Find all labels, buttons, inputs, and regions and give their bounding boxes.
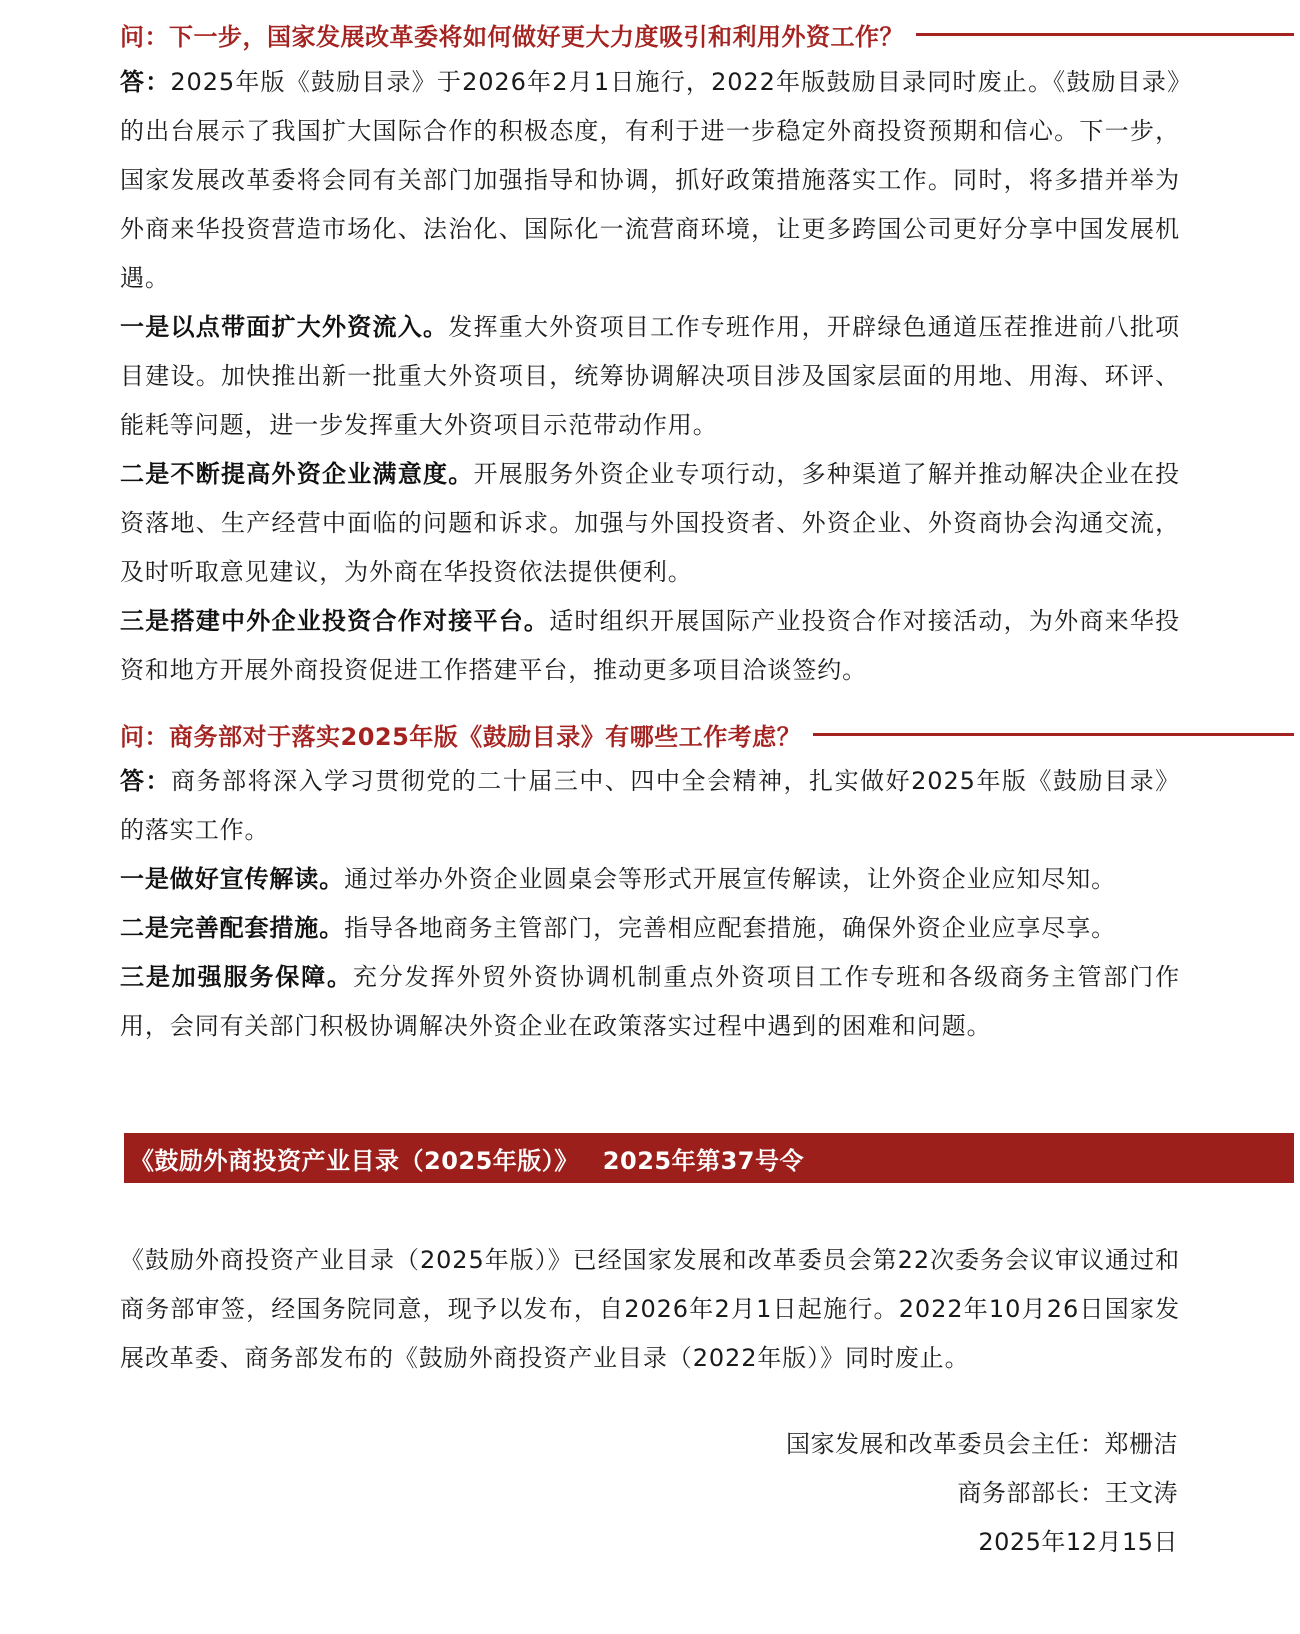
banner-order-number: 2025年第37号令 <box>602 1146 804 1175</box>
answer-label: 答： <box>120 767 172 795</box>
signature-date: 2025年12月15日 <box>978 1528 1178 1556</box>
point-paragraph <box>120 904 1180 953</box>
answer-paragraph <box>120 757 1180 855</box>
signature-ndrc: 国家发展和改革委员会主任：郑栅洁 <box>786 1430 1178 1458</box>
heading-rule <box>916 33 1294 36</box>
point-heading: 二是完善配套措施。 <box>120 914 345 942</box>
answer-text: 2025年版《鼓励目录》于2026年2月1日施行，2022年版鼓励目录同时废止。《鼓励目录》的出台展示了我国扩大国际合作的积极态度，有利于进一步稳定外商投资预期和信心。下一步，国家发展改革委将会同有关部门加强指导和协调，抓好政策措施落实工作。同时，将多措并举为外商来华投资营造市场化、法治化、国际化一流营商环境，让更多跨国公司更好分享中国发展机遇。 <box>120 68 1180 292</box>
point-paragraph <box>120 855 1180 904</box>
answer-block-2 <box>120 757 1180 1051</box>
answer-paragraph <box>120 58 1180 303</box>
point-paragraph <box>120 303 1180 450</box>
answer-block-1 <box>120 58 1180 695</box>
point-text: 指导各地商务主管部门，完善相应配套措施，确保外资企业应享尽享。 <box>344 914 1117 942</box>
banner-title: 《鼓励外商投资产业目录（2025年版）》 <box>130 1146 579 1175</box>
question-text: 问：商务部对于落实2025年版《鼓励目录》有哪些工作考虑？ <box>120 722 802 751</box>
point-text: 充分发挥外贸外资协调机制重点外资项目工作专班和各级商务主管部门作用，会同有关部门积极协调解决外资企业在政策落实过程中遇到的困难和问题。 <box>120 963 1180 1040</box>
point-heading: 三是加强服务保障。 <box>120 963 353 991</box>
point-text: 发挥重大外资项目工作专班作用，开辟绿色通道压茬推进前八批项目建设。加快推出新一批重大外资项目，统筹协调解决项目涉及国家层面的用地、用海、环评、能耗等问题，进一步发挥重大外资项目示范带动作用。 <box>120 313 1180 439</box>
point-heading: 二是不断提高外资企业满意度。 <box>120 460 474 488</box>
point-heading: 一是以点带面扩大外资流入。 <box>120 313 449 341</box>
decree-banner <box>124 1133 1294 1183</box>
point-paragraph <box>120 450 1180 597</box>
signature-mofcom: 商务部部长：王文涛 <box>957 1479 1178 1507</box>
answer-text: 商务部将深入学习贯彻党的二十届三中、四中全会精神，扎实做好2025年版《鼓励目录》的落实工作。 <box>120 767 1180 844</box>
point-text: 适时组织开展国际产业投资合作对接活动，为外商来华投资和地方开展外商投资促进工作搭建平台，推动更多项目洽谈签约。 <box>120 607 1180 684</box>
point-paragraph <box>120 597 1180 695</box>
question-heading-2 <box>120 716 1294 752</box>
heading-rule <box>813 733 1294 736</box>
point-heading: 一是做好宣传解读。 <box>120 865 345 893</box>
answer-label: 答： <box>120 68 171 96</box>
decree-body <box>120 1236 1180 1383</box>
signature-block <box>786 1420 1178 1567</box>
decree-paragraph: 《鼓励外商投资产业目录（2025年版）》已经国家发展和改革委员会第22次委务会议审议通过和商务部审签，经国务院同意，现予以发布，自2026年2月1日起施行。2022年10月26日国家发展改革委、商务部发布的《鼓励外商投资产业目录（2022年版）》同时废止。 <box>120 1246 1180 1372</box>
point-text: 开展服务外资企业专项行动，多种渠道了解并推动解决企业在投资落地、生产经营中面临的问题和诉求。加强与外国投资者、外资企业、外资商协会沟通交流，及时听取意见建议，为外商在华投资依法提供便利。 <box>120 460 1180 586</box>
question-heading-1 <box>120 16 1294 52</box>
question-text: 问：下一步，国家发展改革委将如何做好更大力度吸引和利用外资工作？ <box>120 22 904 51</box>
point-text: 通过举办外资企业圆桌会等形式开展宣传解读，让外资企业应知尽知。 <box>344 865 1117 893</box>
point-heading: 三是搭建中外企业投资合作对接平台。 <box>120 607 550 635</box>
point-paragraph <box>120 953 1180 1051</box>
